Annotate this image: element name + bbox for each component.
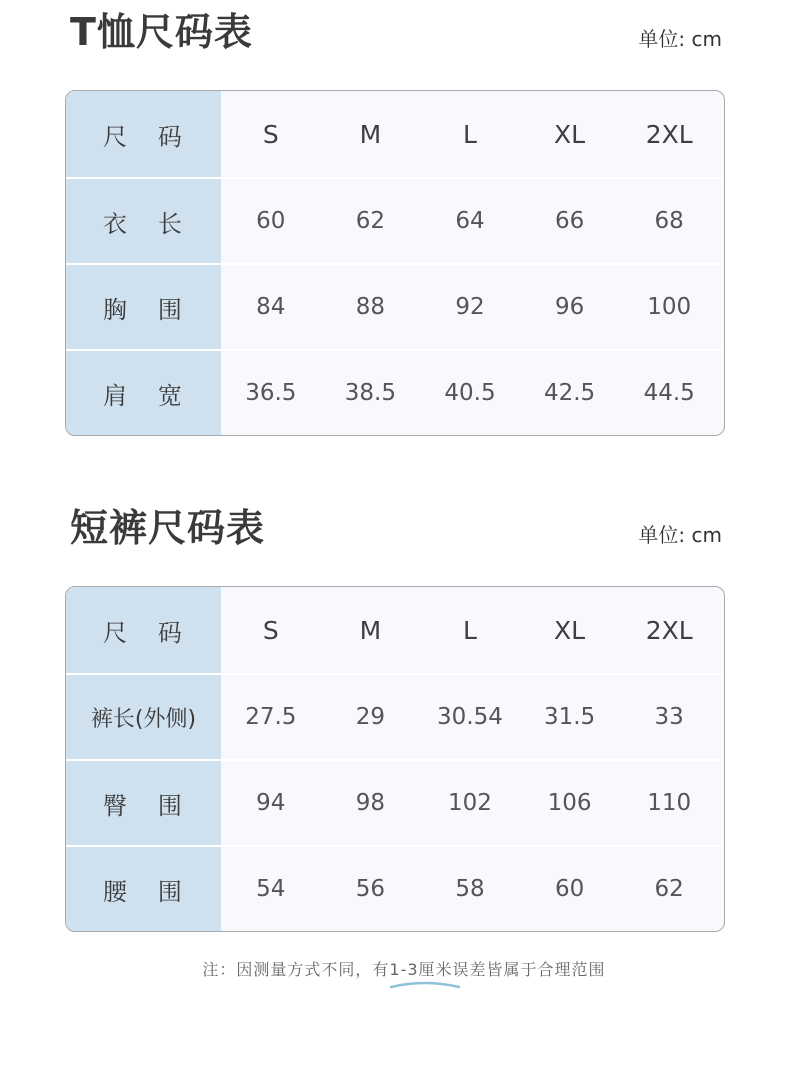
row-label: 衣 长: [66, 179, 221, 263]
shorts-size-table: [65, 586, 725, 932]
value-cell: 96: [554, 294, 585, 320]
value-cell: 92: [455, 294, 485, 320]
value-cell: 84: [256, 294, 286, 320]
value-cell: 102: [448, 790, 492, 816]
note-underline-decoration: [390, 980, 460, 990]
value-cell: 94: [256, 790, 286, 816]
shorts-title: 短裤尺码表: [70, 506, 266, 550]
size-cell: M: [359, 615, 382, 645]
value-cell: 106: [547, 790, 592, 816]
value-cell: 68: [654, 208, 684, 234]
value-cell: 60: [256, 208, 286, 234]
table-row: [66, 177, 724, 263]
value-cell: 54: [256, 876, 286, 902]
value-cell: 27.5: [245, 704, 297, 730]
table-row: [66, 845, 724, 931]
value-cell: 30.54: [437, 704, 503, 730]
size-cell: M: [359, 119, 382, 149]
table-row: [66, 759, 724, 845]
row-label: 腰 围: [66, 847, 221, 931]
row-label: 胸 围: [66, 265, 221, 349]
size-cell: 2XL: [645, 119, 693, 149]
value-cell: 62: [355, 208, 386, 234]
value-cell: 66: [554, 208, 585, 234]
value-cell: 44.5: [643, 380, 695, 406]
value-cell: 56: [355, 876, 386, 902]
size-cell: L: [463, 119, 477, 149]
value-cell: 110: [647, 790, 692, 816]
value-cell: 64: [455, 208, 485, 234]
row-label: 裤长(外侧): [66, 675, 221, 759]
size-cell: 2XL: [645, 615, 693, 645]
shorts-unit: 单位: cm: [638, 523, 722, 547]
row-label: 肩 宽: [66, 351, 221, 435]
row-label: 尺 码: [66, 587, 221, 673]
value-cell: 36.5: [245, 380, 297, 406]
tshirt-title: T恤尺码表: [70, 10, 253, 54]
measurement-note: 注：因测量方式不同，有1-3厘米误差皆属于合理范围: [202, 960, 606, 979]
tshirt-size-table: [65, 90, 725, 436]
table-row: [66, 673, 724, 759]
size-cell: XL: [554, 615, 586, 645]
value-cell: 42.5: [543, 380, 596, 406]
value-cell: 62: [654, 876, 684, 902]
value-cell: 60: [554, 876, 585, 902]
table-row: [66, 349, 724, 435]
size-cell: S: [262, 119, 279, 149]
value-cell: 88: [355, 294, 386, 320]
tshirt-unit: 单位: cm: [638, 27, 722, 51]
value-cell: 100: [647, 294, 692, 320]
row-label: 臀 围: [66, 761, 221, 845]
table-row: [66, 263, 724, 349]
value-cell: 33: [654, 704, 684, 730]
size-cell: XL: [554, 119, 586, 149]
value-cell: 98: [355, 790, 386, 816]
value-cell: 29: [355, 704, 386, 730]
value-cell: 40.5: [444, 380, 496, 406]
value-cell: 31.5: [543, 704, 596, 730]
row-label: 尺 码: [66, 91, 221, 177]
value-cell: 58: [455, 876, 485, 902]
size-cell: S: [262, 615, 279, 645]
table-row: [66, 587, 724, 673]
table-row: [66, 91, 724, 177]
size-cell: L: [463, 615, 477, 645]
value-cell: 38.5: [344, 380, 396, 406]
